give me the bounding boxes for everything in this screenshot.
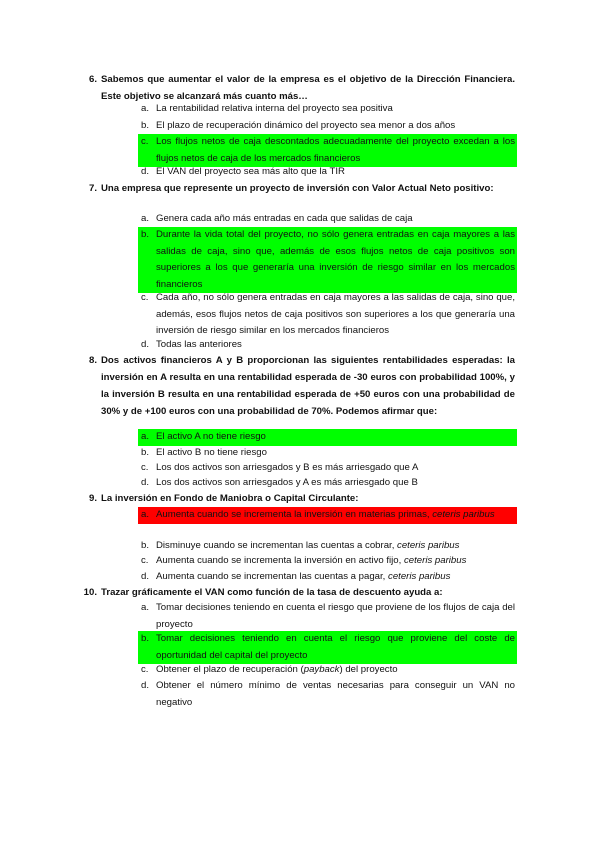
option-text: El plazo de recuperación dinámico del proyecto sea menor a dos años [156, 120, 456, 131]
question-number: 9. [88, 493, 97, 504]
option-text: Durante la vida total del proyecto, no sólo genera entradas en caja mayores a las salidas de caja, sino que, además de esos flujos netos de caja positivos son superiores a los que generaría una inversión de riesgo similar en los mercados financieros [156, 229, 515, 290]
option-letter: b. [141, 229, 150, 240]
option-text-italic: ceteris paribus [397, 540, 460, 551]
question-number: 8. [88, 355, 97, 366]
option-letter: b. [141, 120, 150, 131]
option-text [156, 664, 398, 675]
option-10a [141, 600, 515, 633]
option-10b-highlighted [141, 631, 515, 664]
option-text [156, 555, 466, 566]
option-text: Cada año, no sólo genera entradas en caja mayores a las salidas de caja, sino que, además, esos flujos netos de caja positivos son superiores a los que generaría una inversión de riesgo similar en los mercados financieros [156, 292, 515, 336]
question-text: Sabemos que aumentar el valor de la empresa es el objetivo de la Dirección Financiera. Este objetivo se alcanzará más cuanto más… [101, 74, 515, 102]
option-text-end: ) del proyecto [339, 664, 398, 675]
option-text-italic: ceteris paribus [403, 555, 467, 566]
option-10c [141, 662, 515, 679]
option-8a-highlighted [141, 429, 515, 446]
question-text: Dos activos financieros A y B proporcionan las siguientes rentabilidades esperadas: la inversión en A resulta en una rentabilidad esperada de -30 euros con probabilidad 100%, y la inversión B resulta en una rentabilidad esperada de +50 euros con una probabilidad de 30% y de +100 euros con una probabilidad de 70%. Podemos afirmar que: [101, 355, 515, 417]
option-letter: d. [141, 680, 150, 691]
question-9 [88, 490, 515, 507]
option-text-main: Disminuye cuando se incrementan las cuentas a cobrar, [156, 540, 395, 551]
question-number: 7. [88, 183, 97, 194]
option-text-main: Aumenta cuando se incrementa la inversión en activo fijo, [156, 555, 402, 566]
question-10 [83, 584, 515, 601]
option-letter: c. [141, 555, 149, 566]
option-7a [141, 211, 515, 228]
option-text: El activo B no tiene riesgo [156, 447, 267, 458]
question-6 [88, 71, 515, 105]
option-text: Genera cada año más entradas en cada que salidas de caja [156, 213, 413, 224]
option-letter: a. [141, 103, 150, 114]
option-text: Los flujos netos de caja descontados adecuadamente del proyecto excedan a los flujos netos de caja de los mercados financieros [156, 136, 515, 164]
option-9c [141, 553, 515, 570]
option-letter: c. [141, 462, 149, 473]
option-6d [141, 164, 515, 181]
option-letter: a. [141, 509, 150, 520]
option-7c [141, 290, 515, 340]
question-text: Una empresa que represente un proyecto de inversión con Valor Actual Neto positivo: [101, 183, 494, 194]
option-7b-highlighted [141, 227, 515, 293]
option-letter: b. [141, 633, 150, 644]
option-letter: c. [141, 136, 149, 147]
option-text: El VAN del proyecto sea más alto que la TIR [156, 166, 345, 177]
option-text: Los dos activos son arriesgados y B es más arriesgado que A [156, 462, 419, 473]
option-letter: a. [141, 602, 150, 613]
option-text: Los dos activos son arriesgados y A es más arriesgado que B [156, 477, 418, 488]
option-text-main: Aumenta cuando se incrementan las cuentas a pagar, [156, 571, 386, 582]
option-6a [141, 101, 515, 118]
option-letter: c. [141, 292, 149, 303]
option-text-main: Obtener el plazo de recuperación ( [156, 664, 304, 675]
option-10d [141, 678, 515, 711]
question-number: 6. [88, 74, 97, 85]
option-letter: a. [141, 431, 150, 442]
option-text: Tomar decisiones teniendo en cuenta el riesgo que proviene de los flujos de caja del proyecto [156, 602, 515, 630]
question-8 [88, 352, 515, 420]
option-letter: b. [141, 447, 150, 458]
option-text-italic: payback [303, 664, 340, 675]
option-text: Todas las anteriores [156, 339, 242, 350]
question-text: La inversión en Fondo de Maniobra o Capital Circulante: [101, 493, 359, 504]
option-text: El activo A no tiene riesgo [156, 431, 266, 442]
option-6b [141, 118, 515, 135]
option-text [156, 540, 459, 551]
option-text [156, 571, 450, 582]
option-letter: b. [141, 540, 150, 551]
option-text-italic: ceteris paribus [432, 509, 495, 520]
question-7 [88, 180, 515, 197]
option-text [156, 509, 495, 520]
option-letter: a. [141, 213, 150, 224]
option-text-main: Aumenta cuando se incrementa la inversión en materias primas, [156, 509, 430, 520]
question-number: 10. [83, 587, 97, 598]
option-text: Obtener el número mínimo de ventas necesarias para conseguir un VAN no negativo [156, 680, 515, 708]
option-text: Tomar decisiones teniendo en cuenta el riesgo que proviene del coste de oportunidad del capital del proyecto [156, 633, 515, 661]
option-letter: d. [141, 477, 150, 488]
option-text: La rentabilidad relativa interna del proyecto sea positiva [156, 103, 393, 114]
option-letter: c. [141, 664, 149, 675]
option-9a-highlighted [141, 507, 515, 524]
option-text-italic: ceteris paribus [388, 571, 451, 582]
question-text: Trazar gráficamente el VAN como función de la tasa de descuento ayuda a: [101, 587, 443, 598]
option-letter: d. [141, 571, 150, 582]
option-letter: d. [141, 166, 150, 177]
option-letter: d. [141, 339, 150, 350]
option-6c-highlighted [141, 134, 515, 167]
